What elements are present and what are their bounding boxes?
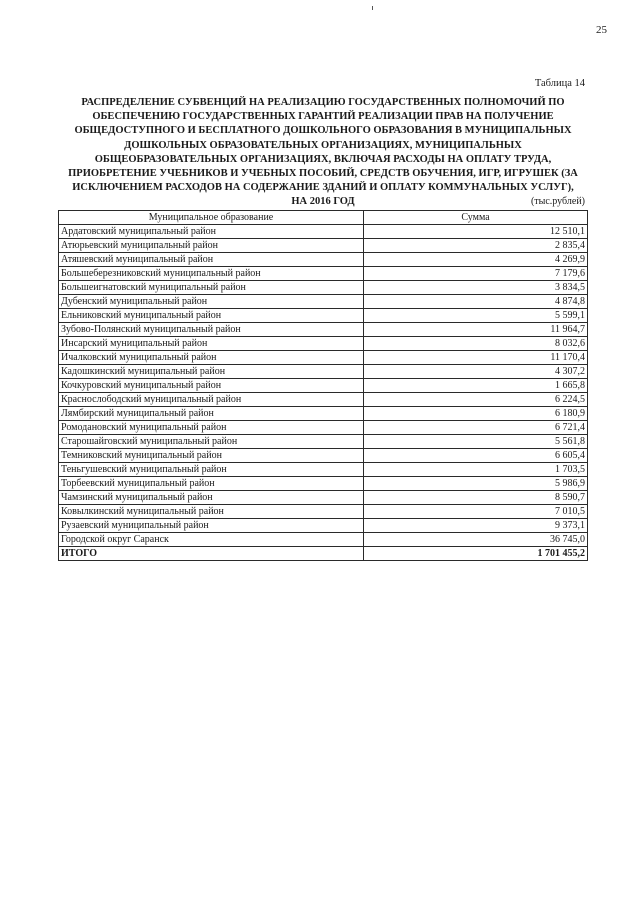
table-row bbox=[59, 449, 588, 463]
municipality-name: Теньгушевский муниципальный район bbox=[59, 463, 364, 477]
table-row bbox=[59, 491, 588, 505]
subvention-sum: 5 986,9 bbox=[364, 477, 588, 491]
table-row bbox=[59, 225, 588, 239]
title-line: ОБЩЕДОСТУПНОГО И БЕСПЛАТНОГО ДОШКОЛЬНОГО ОБРАЗОВАНИЯ В МУНИЦИПАЛЬНЫХ bbox=[74, 125, 572, 137]
title-line: ОБЩЕОБРАЗОВАТЕЛЬНЫХ ОРГАНИЗАЦИЯХ, ВКЛЮЧАЯ РАСХОДЫ НА ОПЛАТУ ТРУДА, bbox=[94, 153, 552, 165]
municipality-name: Ромодановский муниципальный район bbox=[59, 421, 364, 435]
municipality-name: Лямбирский муниципальный район bbox=[59, 407, 364, 421]
page-number: 25 bbox=[596, 24, 607, 36]
table-body bbox=[59, 225, 588, 561]
title-line: ДОШКОЛЬНЫХ ОБРАЗОВАТЕЛЬНЫХ ОРГАНИЗАЦИЯХ, МУНИЦИПАЛЬНЫХ bbox=[124, 139, 522, 151]
subvention-sum: 6 721,4 bbox=[364, 421, 588, 435]
municipality-name: Кочкуровский муниципальный район bbox=[59, 379, 364, 393]
table-row bbox=[59, 239, 588, 253]
subvention-sum: 6 224,5 bbox=[364, 393, 588, 407]
subvention-sum: 1 703,5 bbox=[364, 463, 588, 477]
title-line: НА 2016 ГОД bbox=[291, 196, 355, 208]
table-row bbox=[59, 393, 588, 407]
total-row bbox=[59, 547, 588, 561]
subvention-sum: 7 010,5 bbox=[364, 505, 588, 519]
table-row bbox=[59, 379, 588, 393]
municipality-name: Ковылкинский муниципальный район bbox=[59, 505, 364, 519]
total-label: ИТОГО bbox=[59, 547, 364, 561]
municipality-name: Старошайговский муниципальный район bbox=[59, 435, 364, 449]
municipality-name: Ельниковский муниципальный район bbox=[59, 309, 364, 323]
subvention-sum: 12 510,1 bbox=[364, 225, 588, 239]
table-row bbox=[59, 407, 588, 421]
municipality-name: Большеберезниковский муниципальный район bbox=[59, 267, 364, 281]
title-line: РАСПРЕДЕЛЕНИЕ СУБВЕНЦИЙ НА РЕАЛИЗАЦИЮ ГОСУДАРСТВЕННЫХ ПОЛНОМОЧИЙ ПО bbox=[81, 97, 565, 108]
municipality-name: Дубенский муниципальный район bbox=[59, 295, 364, 309]
subvention-sum: 4 307,2 bbox=[364, 365, 588, 379]
subvention-sum: 5 561,8 bbox=[364, 435, 588, 449]
subvention-sum: 36 745,0 bbox=[364, 533, 588, 547]
municipality-name: Инсарский муниципальный район bbox=[59, 337, 364, 351]
units-label: (тыс.рублей) bbox=[530, 196, 585, 207]
title-line: ОБЕСПЕЧЕНИЮ ГОСУДАРСТВЕННЫХ ГАРАНТИЙ РЕАЛИЗАЦИИ ПРАВ НА ПОЛУЧЕНИЕ bbox=[92, 111, 554, 123]
subvention-sum: 5 599,1 bbox=[364, 309, 588, 323]
header-sum: Сумма bbox=[364, 211, 588, 225]
table-row bbox=[59, 267, 588, 281]
municipality-name: Рузаевский муниципальный район bbox=[59, 519, 364, 533]
table-row bbox=[59, 337, 588, 351]
table-header-row bbox=[59, 211, 588, 225]
header-municipality: Муниципальное образование bbox=[59, 211, 364, 225]
subvention-sum: 1 665,8 bbox=[364, 379, 588, 393]
subvention-sum: 9 373,1 bbox=[364, 519, 588, 533]
municipality-name: Краснослободский муниципальный район bbox=[59, 393, 364, 407]
municipality-name: Торбеевский муниципальный район bbox=[59, 477, 364, 491]
table-row bbox=[59, 435, 588, 449]
table-row bbox=[59, 309, 588, 323]
distribution-table bbox=[58, 210, 588, 561]
subvention-sum: 7 179,6 bbox=[364, 267, 588, 281]
title-line: ИСКЛЮЧЕНИЕМ РАСХОДОВ НА СОДЕРЖАНИЕ ЗДАНИЙ И ОПЛАТУ КОММУНАЛЬНЫХ УСЛУГ), bbox=[72, 182, 574, 194]
table-row bbox=[59, 421, 588, 435]
table-row bbox=[59, 281, 588, 295]
table-row bbox=[59, 351, 588, 365]
table-row bbox=[59, 477, 588, 491]
total-sum: 1 701 455,2 bbox=[364, 547, 588, 561]
subvention-sum: 6 180,9 bbox=[364, 407, 588, 421]
subvention-sum: 11 170,4 bbox=[364, 351, 588, 365]
subvention-sum: 4 874,8 bbox=[364, 295, 588, 309]
subvention-sum: 8 032,6 bbox=[364, 337, 588, 351]
municipality-name: Чамзинский муниципальный район bbox=[59, 491, 364, 505]
municipality-name: Темниковский муниципальный район bbox=[59, 449, 364, 463]
scan-mark bbox=[372, 6, 373, 10]
subvention-sum: 4 269,9 bbox=[364, 253, 588, 267]
table-row bbox=[59, 505, 588, 519]
municipality-name: Большеигнатовский муниципальный район bbox=[59, 281, 364, 295]
subvention-sum: 11 964,7 bbox=[364, 323, 588, 337]
table-row bbox=[59, 463, 588, 477]
subvention-sum: 2 835,4 bbox=[364, 239, 588, 253]
municipality-name: Городской округ Саранск bbox=[59, 533, 364, 547]
title-line: ПРИОБРЕТЕНИЕ УЧЕБНИКОВ И УЧЕБНЫХ ПОСОБИЙ, СРЕДСТВ ОБУЧЕНИЯ, ИГР, ИГРУШЕК (ЗА bbox=[68, 168, 578, 180]
table-row bbox=[59, 253, 588, 267]
table-row bbox=[59, 533, 588, 547]
municipality-name: Атяшевский муниципальный район bbox=[59, 253, 364, 267]
municipality-name: Атюрьевский муниципальный район bbox=[59, 239, 364, 253]
document-title bbox=[58, 96, 588, 210]
table-row bbox=[59, 519, 588, 533]
municipality-name: Ичалковский муниципальный район bbox=[59, 351, 364, 365]
subvention-sum: 3 834,5 bbox=[364, 281, 588, 295]
table-label: Таблица 14 bbox=[534, 78, 585, 89]
municipality-name: Ардатовский муниципальный район bbox=[59, 225, 364, 239]
municipality-name: Зубово-Полянский муниципальный район bbox=[59, 323, 364, 337]
table-row bbox=[59, 365, 588, 379]
subvention-sum: 8 590,7 bbox=[364, 491, 588, 505]
subvention-sum: 6 605,4 bbox=[364, 449, 588, 463]
table-row bbox=[59, 295, 588, 309]
municipality-name: Кадошкинский муниципальный район bbox=[59, 365, 364, 379]
table-row bbox=[59, 323, 588, 337]
